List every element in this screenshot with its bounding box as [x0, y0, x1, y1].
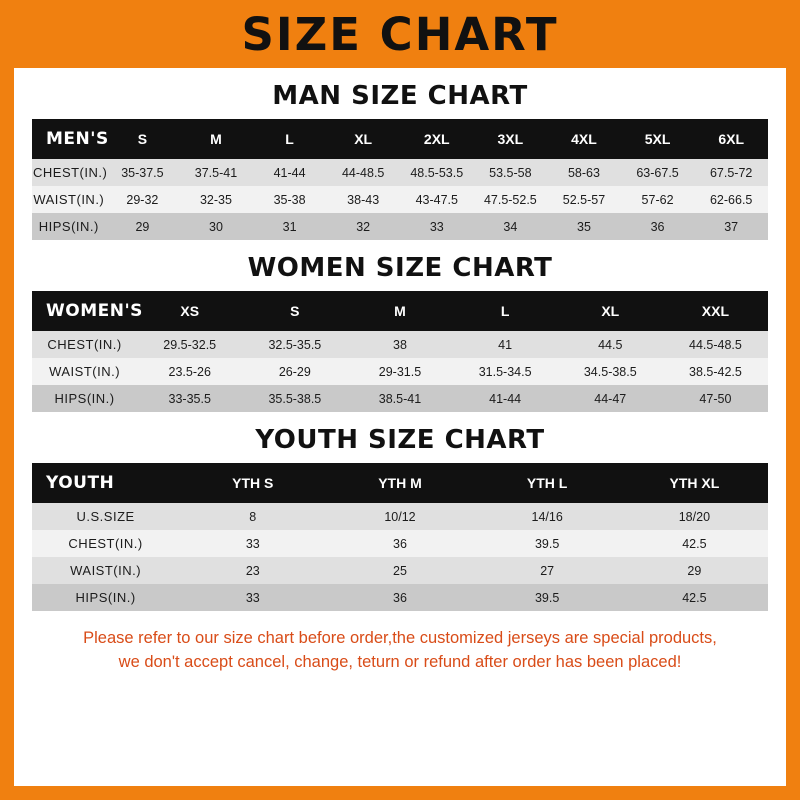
column-header: M: [347, 291, 452, 331]
cell: 44.5: [598, 337, 623, 352]
column-header: XXL: [663, 291, 768, 331]
cell: 31: [282, 219, 297, 234]
column-header: 5XL: [621, 119, 695, 159]
cell: 31.5-34.5: [478, 364, 532, 379]
cell: 67.5-72: [709, 165, 753, 180]
column-header: L: [453, 291, 558, 331]
cell: 37.5-41: [194, 165, 238, 180]
cell: 33: [245, 536, 260, 551]
column-header: 4XL: [547, 119, 621, 159]
cell: 25: [393, 563, 407, 578]
column-header: 3XL: [474, 119, 548, 159]
cell: 29.5-32.5: [163, 337, 217, 352]
cell: 42.5: [682, 536, 707, 551]
youth-section-title: YOUTH SIZE CHART: [255, 425, 545, 455]
column-header: YTH L: [474, 463, 621, 503]
row-label: WAIST(IN.): [33, 192, 105, 207]
table-row: [32, 186, 768, 213]
cell: 41-44: [273, 165, 306, 180]
cell: 44-48.5: [341, 165, 385, 180]
cell: 41: [498, 337, 513, 352]
cell: 38.5-42.5: [689, 364, 742, 379]
men-corner-label: MEN'S: [32, 119, 106, 159]
cell: 44-47: [594, 391, 627, 406]
cell: 8: [249, 509, 257, 524]
row-label: WAIST(IN.): [49, 364, 121, 379]
row-label: HIPS(IN.): [54, 391, 115, 406]
cell: 32-35: [199, 192, 232, 207]
men-size-table: [32, 119, 768, 240]
table-row: [32, 159, 768, 186]
column-header: YTH S: [179, 463, 326, 503]
cell: 34: [503, 219, 518, 234]
cell: 36: [393, 590, 407, 605]
women-section-title: WOMEN SIZE CHART: [247, 253, 553, 283]
row-label: CHEST(IN.): [33, 165, 108, 180]
row-label: U.S.SIZE: [76, 509, 135, 524]
cell: 53.5-58: [489, 165, 532, 180]
cell: 48.5-53.5: [410, 165, 464, 180]
cell: 38-43: [347, 192, 380, 207]
content: [14, 81, 786, 675]
cell: 34.5-38.5: [583, 364, 637, 379]
cell: 14/16: [531, 509, 563, 524]
column-header: XL: [326, 119, 400, 159]
cell: 33: [245, 590, 260, 605]
cell: 47-50: [699, 391, 732, 406]
cell: 38.5-41: [378, 391, 422, 406]
column-header: YTH M: [326, 463, 473, 503]
column-header: YTH XL: [621, 463, 768, 503]
cell: 47.5-52.5: [483, 192, 537, 207]
table-row: [32, 530, 768, 557]
cell: 44.5-48.5: [689, 337, 742, 352]
cell: 35-38: [273, 192, 306, 207]
cell: 18/20: [678, 509, 711, 524]
page-title: SIZE CHART: [241, 7, 559, 61]
cell: 37: [724, 219, 739, 234]
cell: 39.5: [534, 536, 560, 551]
cell: 38: [393, 337, 407, 352]
cell: 33-35.5: [168, 391, 211, 406]
cell: 57-62: [641, 192, 674, 207]
footer-note-line-1: Please refer to our size chart before order,the customized jerseys are special products,: [83, 629, 717, 647]
table-row: [32, 503, 768, 530]
row-label: HIPS(IN.): [75, 590, 136, 605]
table-row: [32, 557, 768, 584]
cell: 63-67.5: [636, 165, 679, 180]
column-header: S: [106, 119, 180, 159]
women-size-table: [32, 291, 768, 412]
cell: 62-66.5: [709, 192, 753, 207]
table-row: [32, 331, 768, 358]
cell: 58-63: [567, 165, 600, 180]
cell: 26-29: [278, 364, 311, 379]
cell: 43-47.5: [415, 192, 458, 207]
cell: 33: [429, 219, 444, 234]
table-row: [32, 385, 768, 412]
cell: 32: [356, 219, 371, 234]
cell: 39.5: [534, 590, 560, 605]
table-header-row: [32, 119, 768, 159]
youth-corner-label: YOUTH: [32, 463, 179, 503]
cell: 27: [540, 563, 555, 578]
row-label: CHEST(IN.): [47, 337, 122, 352]
cell: 10/12: [384, 509, 416, 524]
column-header: M: [179, 119, 253, 159]
cell: 29: [687, 563, 702, 578]
cell: 32.5-35.5: [268, 337, 322, 352]
cell: 23.5-26: [168, 364, 211, 379]
table-header-row: [32, 463, 768, 503]
cell: 29: [135, 219, 150, 234]
column-header: XS: [137, 291, 242, 331]
cell: 35-37.5: [121, 165, 164, 180]
column-header: 6XL: [694, 119, 768, 159]
cell: 52.5-57: [562, 192, 606, 207]
cell: 41-44: [489, 391, 522, 406]
men-section-title: MAN SIZE CHART: [272, 81, 528, 111]
cell: 29-31.5: [378, 364, 422, 379]
footer-note-line-2: we don't accept cancel, change, teturn or refund after order has been placed!: [118, 652, 682, 671]
cell: 23: [245, 563, 260, 578]
cell: 35: [577, 219, 591, 234]
row-label: WAIST(IN.): [70, 563, 142, 578]
column-header: S: [242, 291, 347, 331]
row-label: CHEST(IN.): [68, 536, 143, 551]
footer-note: [42, 627, 758, 675]
row-label: HIPS(IN.): [38, 219, 99, 234]
table-row: [32, 213, 768, 240]
table-row: [32, 358, 768, 385]
cell: 42.5: [682, 590, 707, 605]
table-header-row: [32, 291, 768, 331]
table-row: [32, 584, 768, 611]
cell: 30: [209, 219, 223, 234]
cell: 36: [393, 536, 407, 551]
cell: 29-32: [126, 192, 159, 207]
column-header: XL: [558, 291, 663, 331]
column-header: L: [253, 119, 327, 159]
youth-size-table: [32, 463, 768, 611]
column-header: 2XL: [400, 119, 474, 159]
women-corner-label: WOMEN'S: [32, 291, 137, 331]
cell: 36: [650, 219, 665, 234]
cell: 35.5-38.5: [268, 391, 322, 406]
banner: [0, 0, 800, 68]
